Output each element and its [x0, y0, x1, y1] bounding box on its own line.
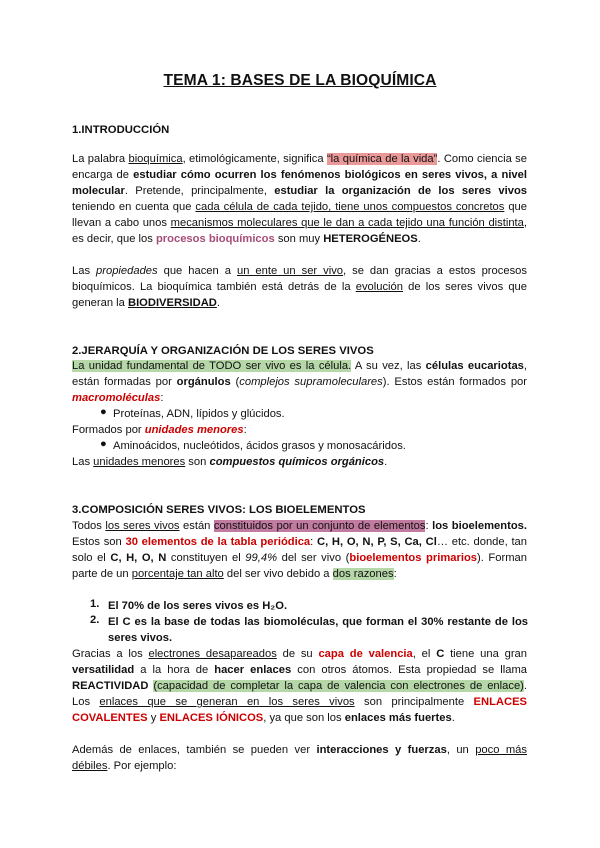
- section-1-paragraph-2: Las propiedades que hacen a un ente un ser vivo, se dan gracias a estos procesos bioquímicos. La bioquímica también está detrás de la evolución de los seres vivos que generan la BIODIVERSIDAD.: [72, 265, 527, 310]
- section-2-heading: 2.JERARQUÍA Y ORGANIZACIÓN DE LOS SERES VIVOS: [72, 345, 374, 357]
- section-3-paragraph-2: Gracias a los electrones desapareados de su capa de valencia, el C tiene una gran versatilidad a la hora de hacer enlaces con otros átomos. Esta propiedad se llama REACTIVIDAD (capacidad de completar la capa de valencia con electrones de enlace). Los enlaces que se generan en los seres vivos son principalmente ENLACES COVALENTES y ENLACES IÓNICOS, ya que son los enlaces más fuertes.: [72, 648, 528, 725]
- numbered-marker-1: 1.: [90, 598, 100, 610]
- bullet-item-unidades: Aminoácidos, nucleótidos, ácidos grasos y monosacáridos.: [113, 440, 406, 452]
- numbered-item-2: El C es la base de todas las biomoléculas, que forman el 30% restante de los seres vivos.: [108, 616, 528, 645]
- bullet-dot: ●: [100, 406, 107, 418]
- section-3-paragraph-1: Todos los seres vivos están constituidos por un conjunto de elementos: los bioelementos. Estos son 30 elementos de la tabla periódica: C, H, O, N, P, S, Ca, Cl… etc. donde, tan solo el C, H, O, N constituyen el 99,4% del ser vivo (bioelementos primarios). Forman parte de un porcentaje tan alto del ser vivo debido a dos razones:: [72, 520, 527, 581]
- bullet-item-macromolecules: Proteínas, ADN, lípidos y glúcidos.: [113, 408, 285, 420]
- numbered-item-1: El 70% de los seres vivos es H₂O.: [108, 600, 288, 612]
- section-3-paragraph-3: Además de enlaces, también se pueden ver interacciones y fuerzas, un poco más débiles. Por ejemplo:: [72, 744, 528, 773]
- section-1-paragraph-1: La palabra bioquímica, etimológicamente, significa “la química de la vida”. Como ciencia se encarga de estudiar cómo ocurren los fenómenos biológicos en seres vivos, a nivel molecular. Pretende, principalmente, estudiar la organización de los seres vivos teniendo en cuenta que cada célula de cada tejido, tiene unos compuestos concretos que llevan a cabo unos mecanismos moleculares que le dan a cada tejido una función distinta, es decir, que los procesos bioquímicos son muy HETEROGÉNEOS.: [72, 153, 528, 246]
- section-2-paragraph-2: Formados por unidades menores:: [72, 424, 247, 436]
- section-3-heading: 3.COMPOSICIÓN SERES VIVOS: LOS BIOELEMENTOS: [72, 504, 366, 516]
- section-2-paragraph-3: Las unidades menores son compuestos químicos orgánicos.: [72, 456, 388, 468]
- bullet-dot: ●: [100, 438, 107, 450]
- section-2-paragraph-1: La unidad fundamental de TODO ser vivo es la célula. A su vez, las células eucariotas, están formadas por orgánulos (complejos supramoleculares). Estos están formados por macromoléculas:: [72, 360, 528, 405]
- numbered-marker-2: 2.: [90, 614, 100, 626]
- section-1-heading: 1.INTRODUCCIÓN: [72, 124, 170, 136]
- page-title: TEMA 1: BASES DE LA BIOQUÍMICA: [163, 72, 437, 89]
